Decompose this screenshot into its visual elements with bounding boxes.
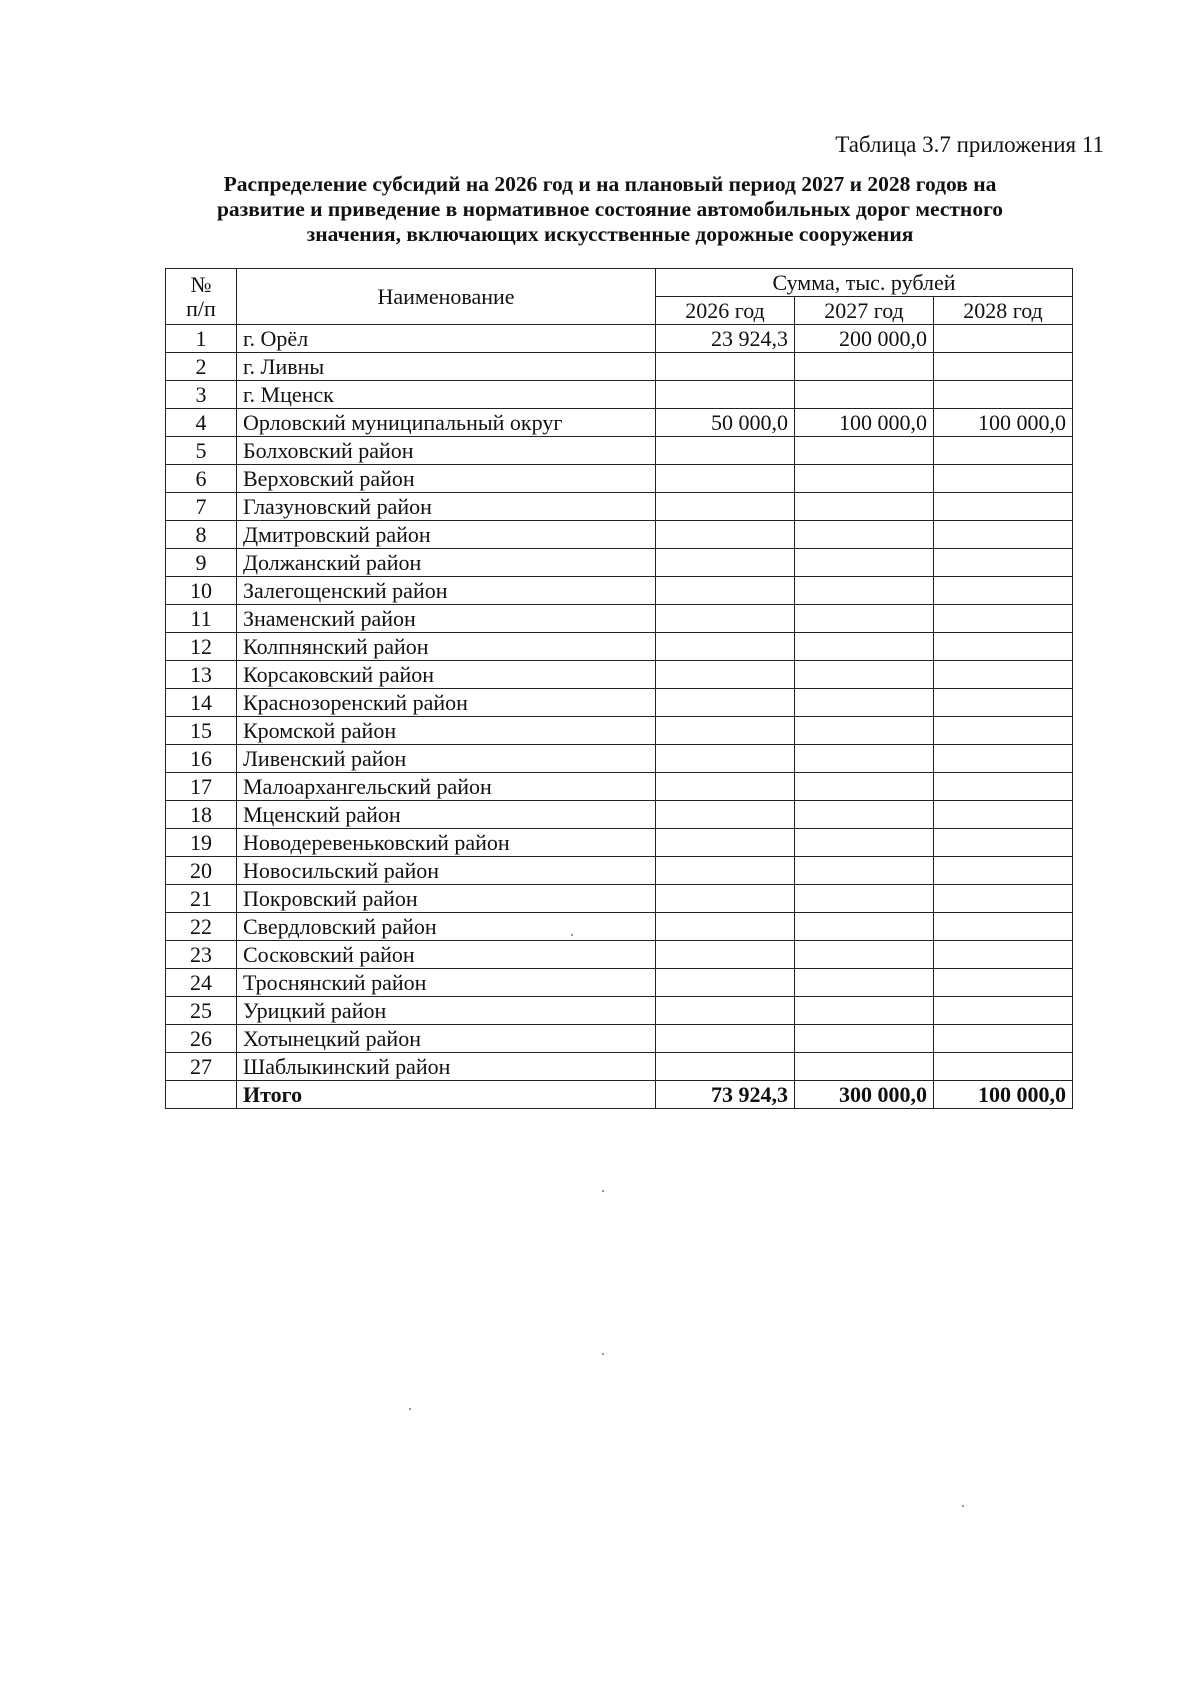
row-number: 21	[166, 885, 237, 913]
table-header	[166, 269, 1073, 325]
row-number: 16	[166, 745, 237, 773]
value-2028	[934, 605, 1073, 633]
header-num	[166, 269, 237, 325]
row-number: 22	[166, 913, 237, 941]
value-2027	[795, 857, 934, 885]
value-2026	[656, 941, 795, 969]
value-2027	[795, 941, 934, 969]
row-name: Малоархангельский район	[237, 773, 656, 801]
row-name: Покровский район	[237, 885, 656, 913]
row-number: 14	[166, 689, 237, 717]
value-2027: 200 000,0	[795, 325, 934, 353]
table-body	[166, 325, 1073, 1109]
value-2026: 50 000,0	[656, 409, 795, 437]
value-2027	[795, 493, 934, 521]
table-row	[166, 577, 1073, 605]
value-2026	[656, 913, 795, 941]
value-2026	[656, 465, 795, 493]
value-2028	[934, 717, 1073, 745]
value-2027	[795, 717, 934, 745]
value-2027	[795, 661, 934, 689]
value-2028	[934, 1025, 1073, 1053]
row-name: Орловский муниципальный округ	[237, 409, 656, 437]
row-number: 17	[166, 773, 237, 801]
value-2028	[934, 969, 1073, 997]
table-row	[166, 745, 1073, 773]
row-name: Кромской район	[237, 717, 656, 745]
value-2027	[795, 521, 934, 549]
document-title	[150, 172, 1070, 247]
row-name: Сосковский район	[237, 941, 656, 969]
row-number: 4	[166, 409, 237, 437]
table-row	[166, 1053, 1073, 1081]
value-2026	[656, 437, 795, 465]
row-name: Глазуновский район	[237, 493, 656, 521]
header-sum: Сумма, тыс. рублей	[656, 269, 1073, 297]
scan-speck	[602, 1190, 604, 1192]
value-2028	[934, 549, 1073, 577]
value-2026	[656, 717, 795, 745]
value-2028	[934, 633, 1073, 661]
value-2027	[795, 885, 934, 913]
value-2027	[795, 829, 934, 857]
row-number: 8	[166, 521, 237, 549]
table-row	[166, 1025, 1073, 1053]
table-row	[166, 801, 1073, 829]
value-2027	[795, 745, 934, 773]
table-reference: Таблица 3.7 приложения 11	[835, 132, 1104, 157]
row-name: Знаменский район	[237, 605, 656, 633]
value-2028	[934, 745, 1073, 773]
value-2027	[795, 969, 934, 997]
row-name: г. Орёл	[237, 325, 656, 353]
value-2027	[795, 689, 934, 717]
table-row	[166, 521, 1073, 549]
value-2027	[795, 801, 934, 829]
value-2028	[934, 997, 1073, 1025]
row-name: Свердловский район	[237, 913, 656, 941]
table-row	[166, 689, 1073, 717]
row-name: Корсаковский район	[237, 661, 656, 689]
scan-speck	[962, 1505, 964, 1507]
value-2026	[656, 969, 795, 997]
row-number: 24	[166, 969, 237, 997]
value-2028: 100 000,0	[934, 409, 1073, 437]
row-number: 1	[166, 325, 237, 353]
row-name: Хотынецкий район	[237, 1025, 656, 1053]
header-name: Наименование	[237, 269, 656, 325]
value-2028	[934, 493, 1073, 521]
row-number: 12	[166, 633, 237, 661]
row-number: 3	[166, 381, 237, 409]
value-2028	[934, 689, 1073, 717]
value-2028	[934, 521, 1073, 549]
row-name: Залегощенский район	[237, 577, 656, 605]
row-number	[166, 1081, 237, 1109]
value-2028	[934, 829, 1073, 857]
row-number: 27	[166, 1053, 237, 1081]
value-2028	[934, 885, 1073, 913]
row-name: Болховский район	[237, 437, 656, 465]
table-row	[166, 829, 1073, 857]
value-2026	[656, 745, 795, 773]
row-name: Новосильский район	[237, 857, 656, 885]
table-row	[166, 913, 1073, 941]
title-line: Распределение субсидий на 2026 год и на плановый период 2027 и 2028 годов на	[223, 172, 997, 196]
row-name: Итого	[237, 1081, 656, 1109]
table-row	[166, 969, 1073, 997]
title-line: значения, включающих искусственные дорожные сооружения	[306, 222, 914, 246]
value-2026: 23 924,3	[656, 325, 795, 353]
row-number: 2	[166, 353, 237, 381]
header-num-line1: №	[190, 271, 212, 297]
row-number: 25	[166, 997, 237, 1025]
row-name: г. Мценск	[237, 381, 656, 409]
table-row	[166, 857, 1073, 885]
value-2028	[934, 773, 1073, 801]
value-2026	[656, 857, 795, 885]
value-2026	[656, 773, 795, 801]
table-row	[166, 409, 1073, 437]
table-row	[166, 549, 1073, 577]
value-2027	[795, 465, 934, 493]
table-row	[166, 325, 1073, 353]
value-2027: 300 000,0	[795, 1081, 934, 1109]
row-number: 13	[166, 661, 237, 689]
header-year-2027: 2027 год	[795, 297, 934, 325]
value-2026	[656, 1025, 795, 1053]
value-2026	[656, 381, 795, 409]
row-name: г. Ливны	[237, 353, 656, 381]
table-row	[166, 633, 1073, 661]
value-2028	[934, 913, 1073, 941]
table-row	[166, 661, 1073, 689]
row-name: Колпнянский район	[237, 633, 656, 661]
table-row	[166, 353, 1073, 381]
value-2026: 73 924,3	[656, 1081, 795, 1109]
value-2027	[795, 1053, 934, 1081]
value-2028	[934, 465, 1073, 493]
value-2027	[795, 577, 934, 605]
table-row	[166, 381, 1073, 409]
value-2028	[934, 1053, 1073, 1081]
value-2026	[656, 829, 795, 857]
value-2028: 100 000,0	[934, 1081, 1073, 1109]
row-name: Урицкий район	[237, 997, 656, 1025]
value-2027	[795, 773, 934, 801]
row-name: Верховский район	[237, 465, 656, 493]
scan-speck	[571, 934, 573, 936]
row-number: 10	[166, 577, 237, 605]
table-row	[166, 997, 1073, 1025]
value-2026	[656, 493, 795, 521]
value-2027: 100 000,0	[795, 409, 934, 437]
row-name: Дмитровский район	[237, 521, 656, 549]
scan-speck	[602, 1353, 604, 1355]
row-number: 23	[166, 941, 237, 969]
value-2026	[656, 661, 795, 689]
table-row	[166, 941, 1073, 969]
value-2028	[934, 577, 1073, 605]
value-2026	[656, 801, 795, 829]
value-2028	[934, 661, 1073, 689]
value-2026	[656, 1053, 795, 1081]
row-number: 18	[166, 801, 237, 829]
value-2026	[656, 689, 795, 717]
value-2027	[795, 605, 934, 633]
row-number: 19	[166, 829, 237, 857]
value-2027	[795, 353, 934, 381]
value-2028	[934, 381, 1073, 409]
table-row	[166, 773, 1073, 801]
table-row	[166, 717, 1073, 745]
value-2026	[656, 549, 795, 577]
row-name: Шаблыкинский район	[237, 1053, 656, 1081]
row-number: 26	[166, 1025, 237, 1053]
row-number: 6	[166, 465, 237, 493]
value-2026	[656, 605, 795, 633]
row-name: Мценский район	[237, 801, 656, 829]
value-2027	[795, 913, 934, 941]
row-name: Краснозоренский район	[237, 689, 656, 717]
table-row	[166, 437, 1073, 465]
table-row	[166, 493, 1073, 521]
row-name: Новодеревеньковский район	[237, 829, 656, 857]
value-2027	[795, 633, 934, 661]
header-year-2028: 2028 год	[934, 297, 1073, 325]
value-2026	[656, 353, 795, 381]
row-name: Троснянский район	[237, 969, 656, 997]
value-2026	[656, 521, 795, 549]
value-2028	[934, 801, 1073, 829]
row-number: 15	[166, 717, 237, 745]
row-number: 11	[166, 605, 237, 633]
row-number: 5	[166, 437, 237, 465]
value-2028	[934, 941, 1073, 969]
total-row	[166, 1081, 1073, 1109]
title-line: развитие и приведение в нормативное состояние автомобильных дорог местного	[216, 197, 1004, 221]
value-2028	[934, 857, 1073, 885]
table-row	[166, 885, 1073, 913]
row-number: 20	[166, 857, 237, 885]
value-2027	[795, 997, 934, 1025]
table-row	[166, 605, 1073, 633]
row-name: Должанский район	[237, 549, 656, 577]
value-2028	[934, 437, 1073, 465]
row-number: 7	[166, 493, 237, 521]
header-num-line2: п/п	[186, 295, 216, 321]
row-number: 9	[166, 549, 237, 577]
value-2026	[656, 633, 795, 661]
row-name: Ливенский район	[237, 745, 656, 773]
header-year-2026: 2026 год	[656, 297, 795, 325]
value-2026	[656, 577, 795, 605]
value-2028	[934, 353, 1073, 381]
table-row	[166, 465, 1073, 493]
value-2026	[656, 885, 795, 913]
value-2026	[656, 997, 795, 1025]
value-2027	[795, 437, 934, 465]
value-2028	[934, 325, 1073, 353]
subsidy-table	[165, 268, 1073, 1109]
scan-speck	[409, 1408, 411, 1410]
value-2027	[795, 1025, 934, 1053]
value-2027	[795, 381, 934, 409]
value-2027	[795, 549, 934, 577]
